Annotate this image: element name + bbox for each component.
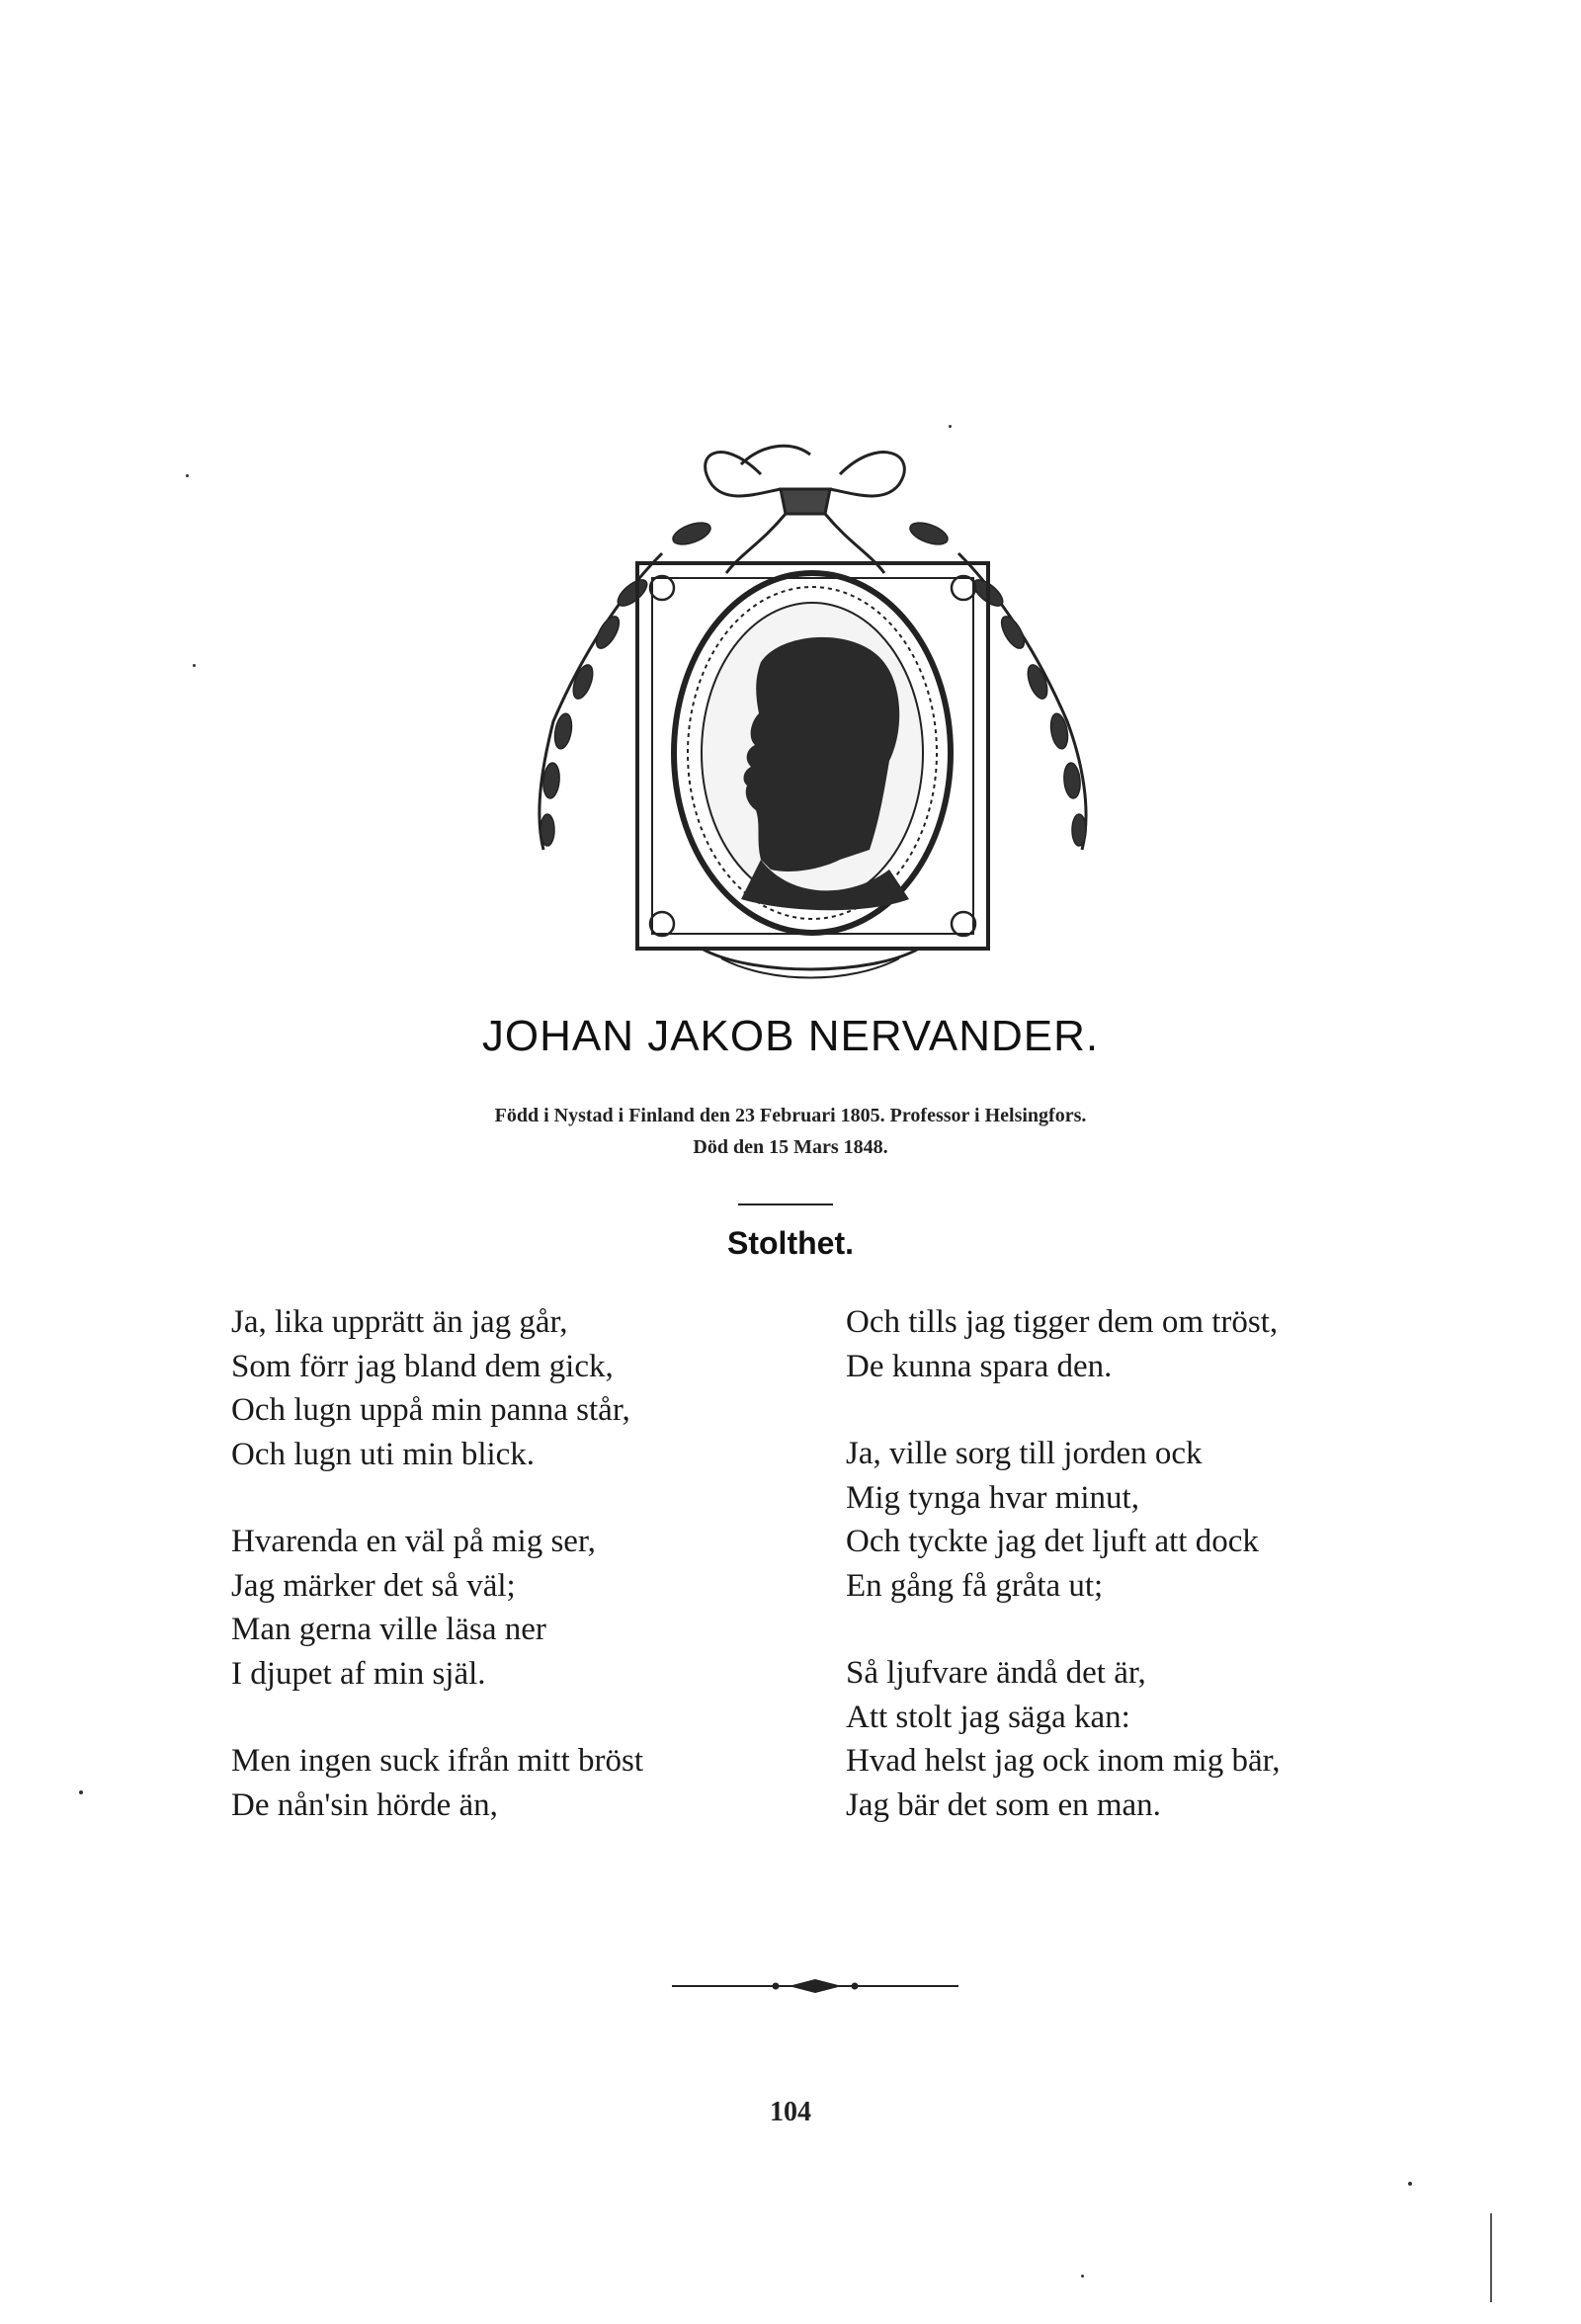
poem-title: Stolthet.: [727, 1225, 854, 1261]
page-number: 104: [770, 2097, 811, 2127]
poem-line: Så ljufvare ändå det är,: [846, 1655, 1146, 1691]
author-bio-line-2: Död den 15 Mars 1848.: [693, 1136, 888, 1158]
scan-speck: [186, 474, 189, 477]
poem-line: Som förr jag bland dem gick,: [231, 1348, 614, 1384]
scan-speck: [193, 664, 196, 667]
poem-line: En gång få gråta ut;: [846, 1567, 1104, 1604]
author-name-heading: JOHAN JAKOB NERVANDER.: [481, 1012, 1100, 1060]
poem-line: Jag märker det så väl;: [231, 1567, 516, 1604]
poem-line: Man gerna ville läsa ner: [231, 1612, 546, 1647]
ribbon-bow: [706, 446, 905, 573]
poem-line: Mig tynga hvar minut,: [846, 1479, 1139, 1516]
poem-line: Ja, ville sorg till jorden ock: [846, 1436, 1203, 1471]
poem-line: Hvarenda en väl på mig ser,: [231, 1524, 596, 1559]
poem-line: Och lugn uppå min panna står,: [231, 1392, 630, 1428]
page-edge-mark: [1490, 2213, 1492, 2302]
stanza: [231, 1520, 785, 1696]
end-ornament-rule: [672, 1976, 958, 1996]
poem-line: Hvad helst jag ock inom mig bär,: [846, 1743, 1281, 1779]
stanza: [846, 1300, 1439, 1388]
poem-line: De nån'sin hörde än,: [231, 1786, 498, 1823]
poem-left-column: [231, 1300, 785, 1870]
scan-speck: [949, 425, 952, 428]
section-divider-rule: [738, 1204, 833, 1205]
portrait-engraving: [514, 435, 1111, 988]
poem-right-column: [846, 1300, 1439, 1870]
poem-line: Jag bär det som en man.: [846, 1786, 1161, 1823]
poem-line: Och tills jag tigger dem om tröst,: [846, 1304, 1279, 1340]
stanza: [846, 1651, 1439, 1827]
author-bio-line-1: Född i Nystad i Finland den 23 Februari 1805. Professor i Helsingfors.: [494, 1105, 1087, 1126]
poem-line: De kunna spara den.: [846, 1348, 1113, 1384]
poem-line: Ja, lika upprätt än jag går,: [231, 1304, 568, 1340]
scan-speck: [1408, 2182, 1412, 2186]
scan-speck: [1081, 2275, 1084, 2278]
scan-speck: [79, 1790, 83, 1794]
poem-line: Och tyckte jag det ljuft att dock: [846, 1524, 1259, 1559]
stanza: [231, 1300, 785, 1476]
poem-line: Och lugn uti min blick.: [231, 1436, 536, 1472]
poem-line: Men ingen suck ifrån mitt bröst: [231, 1743, 644, 1779]
stanza: [231, 1739, 785, 1827]
stanza: [846, 1432, 1439, 1608]
poem-line: I djupet af min själ.: [231, 1655, 486, 1692]
poem-line: Att stolt jag säga kan:: [846, 1699, 1130, 1735]
